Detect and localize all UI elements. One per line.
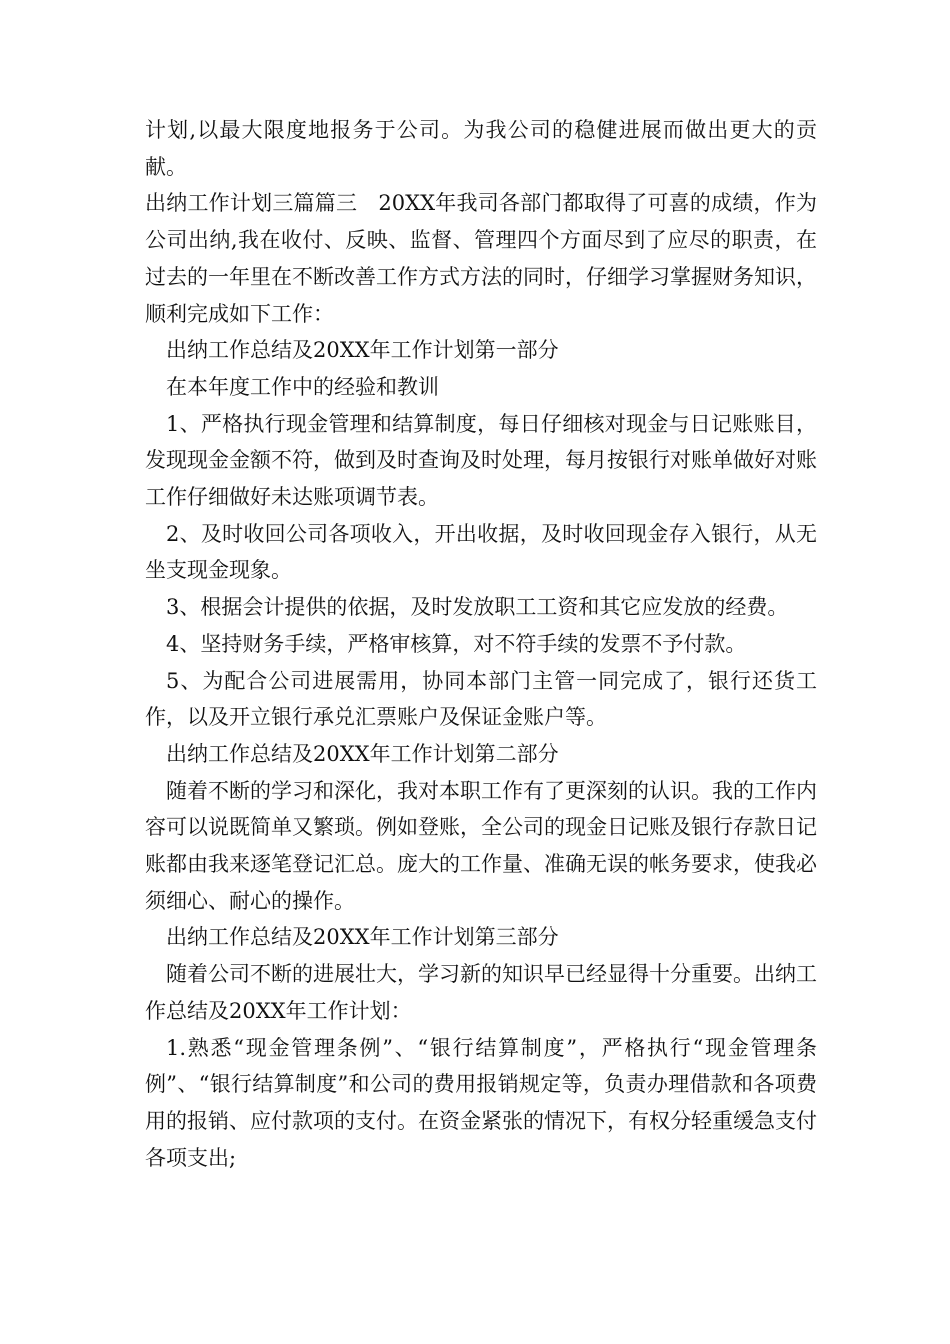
paragraph-part-three: 随着公司不断的进展壮大，学习新的知识早已经显得十分重要。出纳工作总结及20XX年工作计划：	[145, 962, 817, 1023]
section-heading-part-two: 出纳工作总结及20XX年工作计划第二部分	[166, 741, 559, 766]
paragraph-2: 出纳工作计划三篇篇三 20XX年我司各部门都取得了可喜的成绩，作为公司出纳,我在收付、反映、监督、管理四个方面尽到了应尽的职责，在过去的一年里在不断改善工作方式方法的同时，仔细学习掌握财务知识，顺利完成如下工作：	[145, 191, 817, 326]
list-item-4: 4、坚持财务手续，严格审核算，对不符手续的发票不予付款。	[166, 631, 747, 656]
list-item-5: 5、为配合公司进展需用，协同本部门主管一同完成了，银行还货工作，以及开立银行承兑汇票账户及保证金账户等。	[145, 668, 817, 730]
list-item-3: 3、根据会计提供的依据，及时发放职工工资和其它应发放的经费。	[166, 595, 789, 620]
plan-item-1: 1.熟悉“现金管理条例”、“银行结算制度”，严格执行“现金管理条例”、“银行结算制度”和公司的费用报销规定等，负责办理借款和各项费用的报销、应付款项的支付。在资金紧张的情况下，有权分轻重缓急支付各项支出;	[145, 1035, 817, 1170]
paragraph-part-two: 随着不断的学习和深化，我对本职工作有了更深刻的认识。我的工作内容可以说既简单又繁琐。例如登账，全公司的现金日记账及银行存款日记账都由我来逐笔登记汇总。庞大的工作量、准确无误的帐务要求，使我必须细心、耐心的操作。	[145, 778, 817, 913]
paragraph-1: 计划,以最大限度地报务于公司。为我公司的稳健进展而做出更大的贡献。	[145, 118, 817, 179]
subheading-experience: 在本年度工作中的经验和教训	[166, 374, 439, 399]
list-item-1: 1、严格执行现金管理和结算制度，每日仔细核对现金与日记账账目，发现现金金额不符，做到及时查询及时处理，每月按银行对账单做好对账工作仔细做好未达账项调节表。	[145, 411, 817, 510]
document-page	[145, 112, 817, 1176]
section-heading-part-one: 出纳工作总结及20XX年工作计划第一部分	[166, 338, 559, 363]
list-item-2: 2、及时收回公司各项收入，开出收据，及时收回现金存入银行，从无坐支现金现象。	[145, 521, 817, 583]
section-heading-part-three: 出纳工作总结及20XX年工作计划第三部分	[166, 925, 559, 950]
